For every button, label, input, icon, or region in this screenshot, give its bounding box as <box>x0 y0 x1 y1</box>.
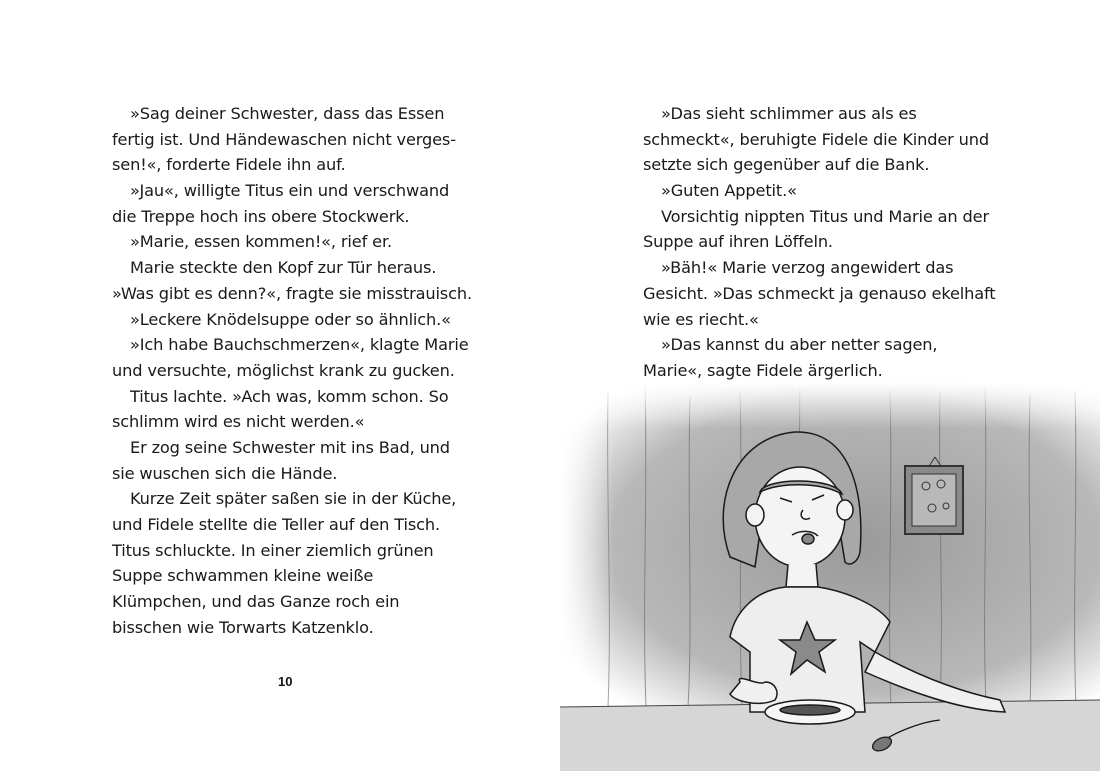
text-line: »Jau«, willigte Titus ein und verschwand <box>130 181 450 201</box>
text-line: setzte sich gegenüber auf die Bank. <box>643 155 930 175</box>
text-line: bisschen wie Torwarts Katzenklo. <box>112 617 374 637</box>
text-line: schmeckt«, beruhigte Fidele die Kinder und <box>643 129 990 149</box>
text-line: »Bäh!« Marie verzog angewidert das <box>661 258 954 278</box>
text-line: und Fidele stellte die Teller auf den Tisch. <box>112 515 441 534</box>
text-line: sen!«, forderte Fidele ihn auf. <box>112 155 346 175</box>
picture-frame <box>905 457 963 534</box>
text-line: Marie steckte den Kopf zur Tür heraus. <box>130 258 437 278</box>
illustration <box>560 382 1100 771</box>
text-line: Klümpchen, und das Ganze roch ein <box>112 592 400 612</box>
text-line: »Was gibt es denn?«, fragte sie misstrauisch. <box>112 283 472 303</box>
soup-bowl <box>765 700 855 724</box>
text-line: Kurze Zeit später saßen sie in der Küche, <box>130 489 457 509</box>
text-line: »Leckere Knödelsuppe oder so ähnlich.« <box>130 309 451 329</box>
text-line: schlimm wird es nicht werden.« <box>112 412 365 432</box>
text-line: »Ich habe Bauchschmerzen«, klagte Marie <box>130 335 469 355</box>
text-line: »Guten Appetit.« <box>661 181 797 201</box>
text-line: »Sag deiner Schwester, dass das Essen <box>130 104 445 123</box>
page-number: 10 <box>278 674 293 689</box>
text-line: Suppe schwammen kleine weiße <box>112 566 374 586</box>
text-line: Suppe auf ihren Löffeln. <box>643 232 833 252</box>
text-line: wie es riecht.« <box>643 309 759 329</box>
text-line: Er zog seine Schwester mit ins Bad, und <box>130 437 450 457</box>
text-line: Titus schluckte. In einer ziemlich grünen <box>112 540 434 560</box>
text-line: die Treppe hoch ins obere Stockwerk. <box>112 206 410 226</box>
text-line: sie wuschen sich die Hände. <box>112 463 338 483</box>
left-page-text <box>112 101 472 640</box>
text-line: »Das sieht schlimmer aus als es <box>661 104 917 123</box>
right-page-text <box>643 101 1003 384</box>
text-line: Gesicht. »Das schmeckt ja genauso ekelhaft <box>643 283 996 303</box>
text-line: Vorsichtig nippten Titus und Marie an der <box>661 206 989 226</box>
right-page <box>550 0 1100 771</box>
text-line: Marie«, sagte Fidele ärgerlich. <box>643 360 883 380</box>
text-line: fertig ist. Und Händewaschen nicht verges- <box>112 129 456 149</box>
text-line: Titus lachte. »Ach was, komm schon. So <box>130 386 449 406</box>
text-line: und versuchte, möglichst krank zu gucken. <box>112 360 455 380</box>
text-line: »Das kannst du aber netter sagen, <box>661 335 938 355</box>
text-line: »Marie, essen kommen!«, rief er. <box>130 232 392 252</box>
